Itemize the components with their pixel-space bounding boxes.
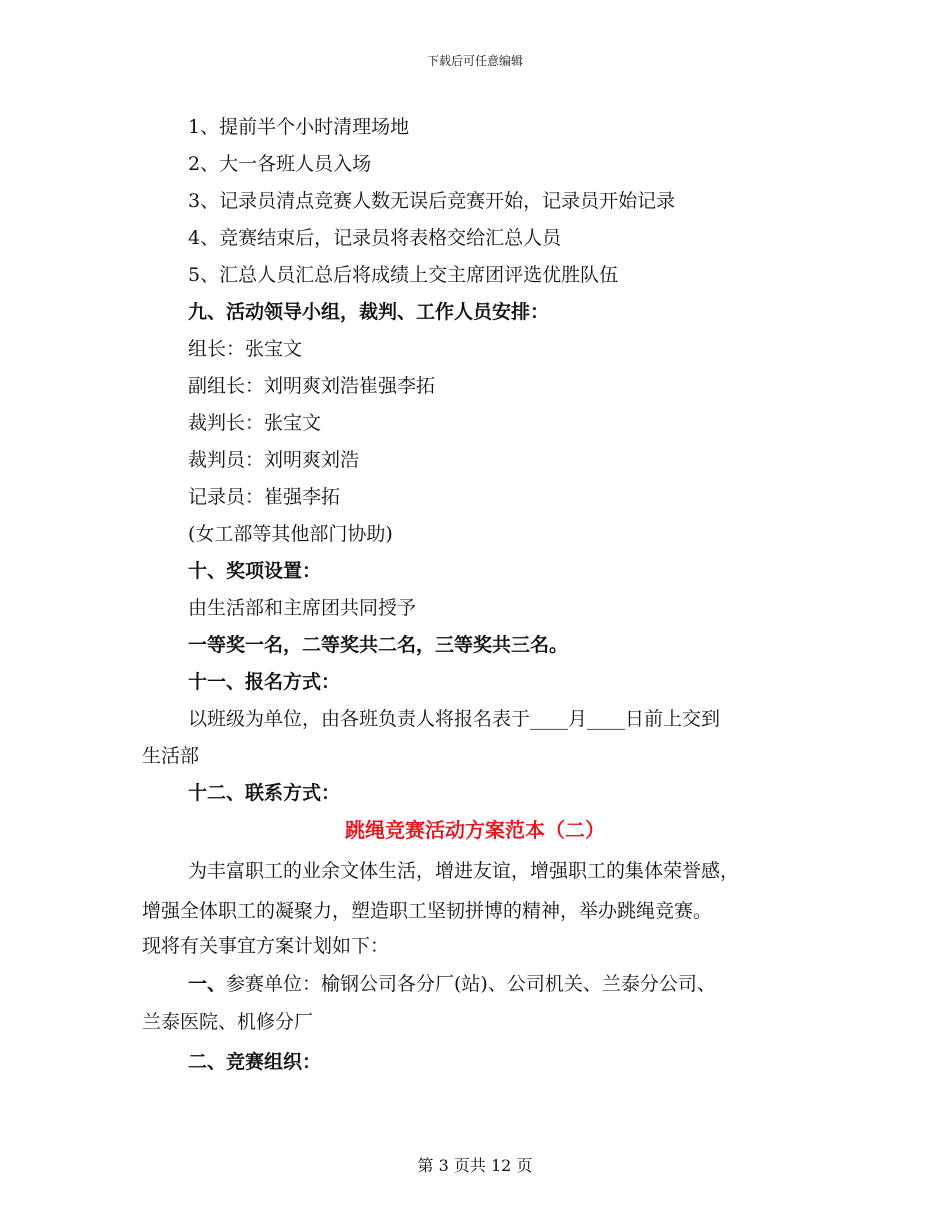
- page-footer: 第 3 页共 12 页: [417, 1156, 533, 1175]
- section-10-heading: 十、奖项设置：: [188, 560, 322, 582]
- step-3: 3、记录员清点竞赛人数无误后竞赛开始，记录员开始记录: [188, 190, 676, 212]
- chief-referee: 裁判长：张宝文: [188, 412, 322, 434]
- award-counts: 一等奖一名，二等奖共二名，三等奖共三名。: [188, 634, 569, 656]
- item-1-cont: 兰泰医院、机修分厂: [142, 1011, 314, 1033]
- page-header: 下载后可任意编辑: [426, 54, 523, 68]
- award-grantor: 由生活部和主席团共同授予: [188, 597, 417, 619]
- document-title: 跳绳竞赛活动方案范本（二）: [345, 818, 605, 842]
- team-leader: 组长：张宝文: [188, 338, 303, 360]
- section-11-heading: 十一、报名方式：: [188, 671, 341, 693]
- referees: 裁判员：刘明爽刘浩: [188, 449, 360, 471]
- assist-note: (女工部等其他部门协助): [188, 523, 393, 545]
- step-1: 1、提前半个小时清理场地: [188, 116, 410, 138]
- recorders: 记录员：崔强李拓: [188, 486, 341, 508]
- item-2-heading: 二、竞赛组织：: [188, 1051, 322, 1073]
- intro-line-2: 增强全体职工的凝聚力，塑造职工坚韧拼博的精神，举办跳绳竞赛。: [142, 900, 713, 922]
- intro-line-3: 现将有关事宜方案计划如下：: [142, 935, 390, 957]
- item-1-text: 参赛单位：榆钢公司各分厂(站)、公司机关、兰泰分公司、: [226, 973, 716, 995]
- vice-team-leader: 副组长：刘明爽刘浩崔强李拓: [188, 375, 436, 397]
- item-1-label: 一、: [188, 973, 227, 995]
- intro-line-1: 为丰富职工的业余文体生活，增进友谊，增强职工的集体荣誉感，: [188, 860, 740, 882]
- step-2: 2、大一各班人员入场: [188, 153, 372, 175]
- step-5: 5、汇总人员汇总后将成绩上交主席团评选优胜队伍: [188, 264, 619, 286]
- step-4: 4、竞赛结束后，记录员将表格交给汇总人员: [188, 227, 562, 249]
- item-1: [188, 970, 868, 998]
- section-12-heading: 十二、联系方式：: [188, 782, 341, 804]
- registration-text: 以班级为单位，由各班负责人将报名表于____月____日前上交到: [188, 708, 721, 730]
- section-9-heading: 九、活动领导小组，裁判、工作人员安排：: [188, 301, 550, 323]
- registration-text-cont: 生活部: [142, 745, 200, 767]
